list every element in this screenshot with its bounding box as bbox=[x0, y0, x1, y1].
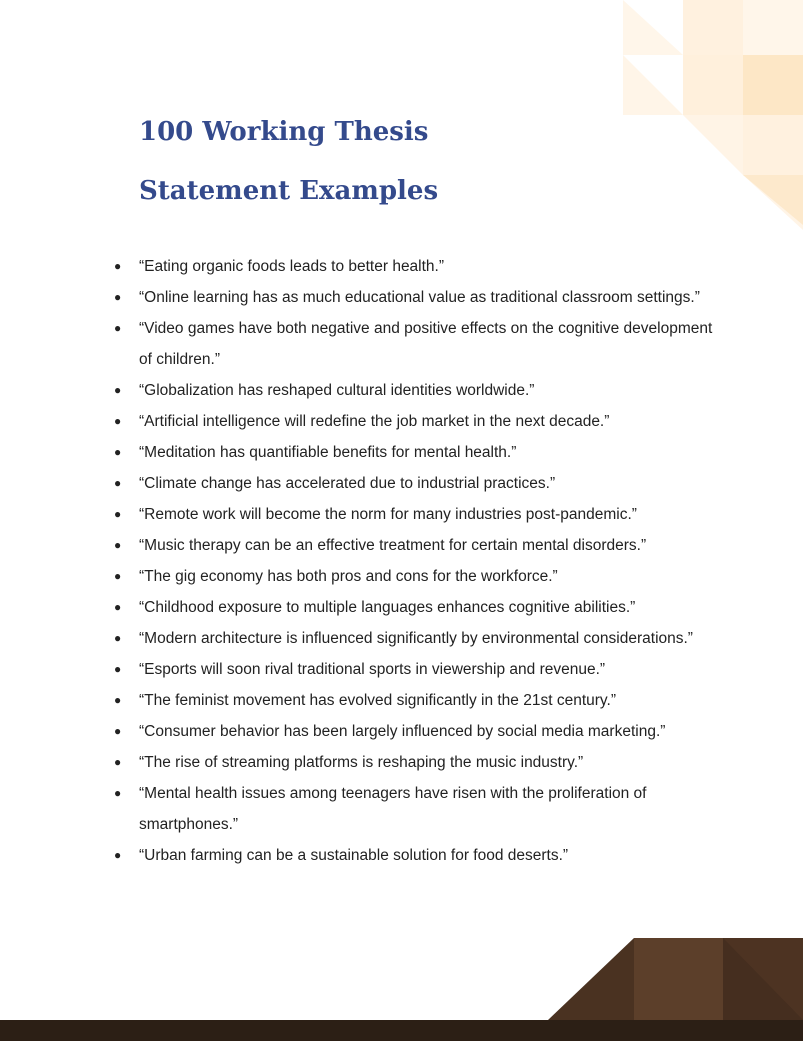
list-item bbox=[0, 716, 719, 747]
bullet-icon: ● bbox=[114, 507, 122, 521]
list-item-text: “Climate change has accelerated due to industrial practices.” bbox=[139, 475, 556, 492]
bullet-icon: ● bbox=[114, 755, 122, 769]
list-item bbox=[0, 282, 719, 313]
bullet-icon: ● bbox=[114, 290, 122, 304]
bullet-icon: ● bbox=[114, 476, 122, 490]
list-item bbox=[0, 530, 719, 561]
list-item-text: “The gig economy has both pros and cons for the workforce.” bbox=[139, 568, 558, 585]
list-item bbox=[0, 437, 719, 468]
list-item-text: “Online learning has as much educational value as traditional classroom settings.” bbox=[139, 289, 700, 306]
bullet-icon: ● bbox=[114, 631, 122, 645]
list-item-text: “Urban farming can be a sustainable solution for food deserts.” bbox=[139, 847, 569, 864]
list-item bbox=[0, 623, 719, 654]
list-item-text: “Artificial intelligence will redefine the job market in the next decade.” bbox=[139, 413, 610, 430]
list-item-text: “Meditation has quantifiable benefits for mental health.” bbox=[139, 444, 517, 461]
list-item-text: “Consumer behavior has been largely influenced by social media marketing.” bbox=[139, 723, 666, 740]
list-item-text: “The feminist movement has evolved significantly in the 21st century.” bbox=[139, 692, 616, 709]
bullet-icon: ● bbox=[114, 321, 122, 335]
top-right-decoration bbox=[623, 0, 803, 230]
list-item bbox=[0, 406, 719, 437]
bullet-icon: ● bbox=[114, 259, 122, 273]
list-item bbox=[0, 778, 719, 840]
list-item-text: “Remote work will become the norm for many industries post-pandemic.” bbox=[139, 506, 637, 523]
list-item-text: “Childhood exposure to multiple languages enhances cognitive abilities.” bbox=[139, 599, 636, 616]
list-item bbox=[0, 592, 719, 623]
list-item-text: “Video games have both negative and positive effects on the cognitive development of children.” bbox=[139, 320, 713, 368]
list-item bbox=[0, 499, 719, 530]
list-item bbox=[0, 468, 719, 499]
list-item-text: “Esports will soon rival traditional sports in viewership and revenue.” bbox=[139, 661, 606, 678]
list-item bbox=[0, 313, 719, 375]
bullet-icon: ● bbox=[114, 445, 122, 459]
title-line-2: Statement Examples bbox=[139, 176, 439, 206]
list-item-text: “Mental health issues among teenagers have risen with the proliferation of smartphones.” bbox=[139, 785, 647, 833]
bullet-icon: ● bbox=[114, 569, 122, 583]
list-item bbox=[0, 747, 719, 778]
bullet-icon: ● bbox=[114, 383, 122, 397]
list-item bbox=[0, 375, 719, 406]
list-item bbox=[0, 251, 719, 282]
list-item-text: “Globalization has reshaped cultural identities worldwide.” bbox=[139, 382, 535, 399]
thesis-list bbox=[0, 251, 719, 871]
bullet-icon: ● bbox=[114, 538, 122, 552]
list-item bbox=[0, 840, 719, 871]
list-item bbox=[0, 561, 719, 592]
bullet-icon: ● bbox=[114, 693, 122, 707]
document-title bbox=[139, 103, 539, 221]
bottom-decoration bbox=[0, 931, 803, 1041]
list-item bbox=[0, 685, 719, 716]
bullet-icon: ● bbox=[114, 414, 122, 428]
title-line-1: 100 Working Thesis bbox=[139, 117, 429, 147]
list-item-text: “The rise of streaming platforms is reshaping the music industry.” bbox=[139, 754, 584, 771]
bullet-icon: ● bbox=[114, 600, 122, 614]
list-item-text: “Eating organic foods leads to better health.” bbox=[139, 258, 445, 275]
list-item bbox=[0, 654, 719, 685]
bullet-icon: ● bbox=[114, 848, 122, 862]
bullet-icon: ● bbox=[114, 786, 122, 800]
bullet-icon: ● bbox=[114, 662, 122, 676]
bullet-icon: ● bbox=[114, 724, 122, 738]
list-item-text: “Modern architecture is influenced significantly by environmental considerations.” bbox=[139, 630, 693, 647]
list-item-text: “Music therapy can be an effective treatment for certain mental disorders.” bbox=[139, 537, 647, 554]
